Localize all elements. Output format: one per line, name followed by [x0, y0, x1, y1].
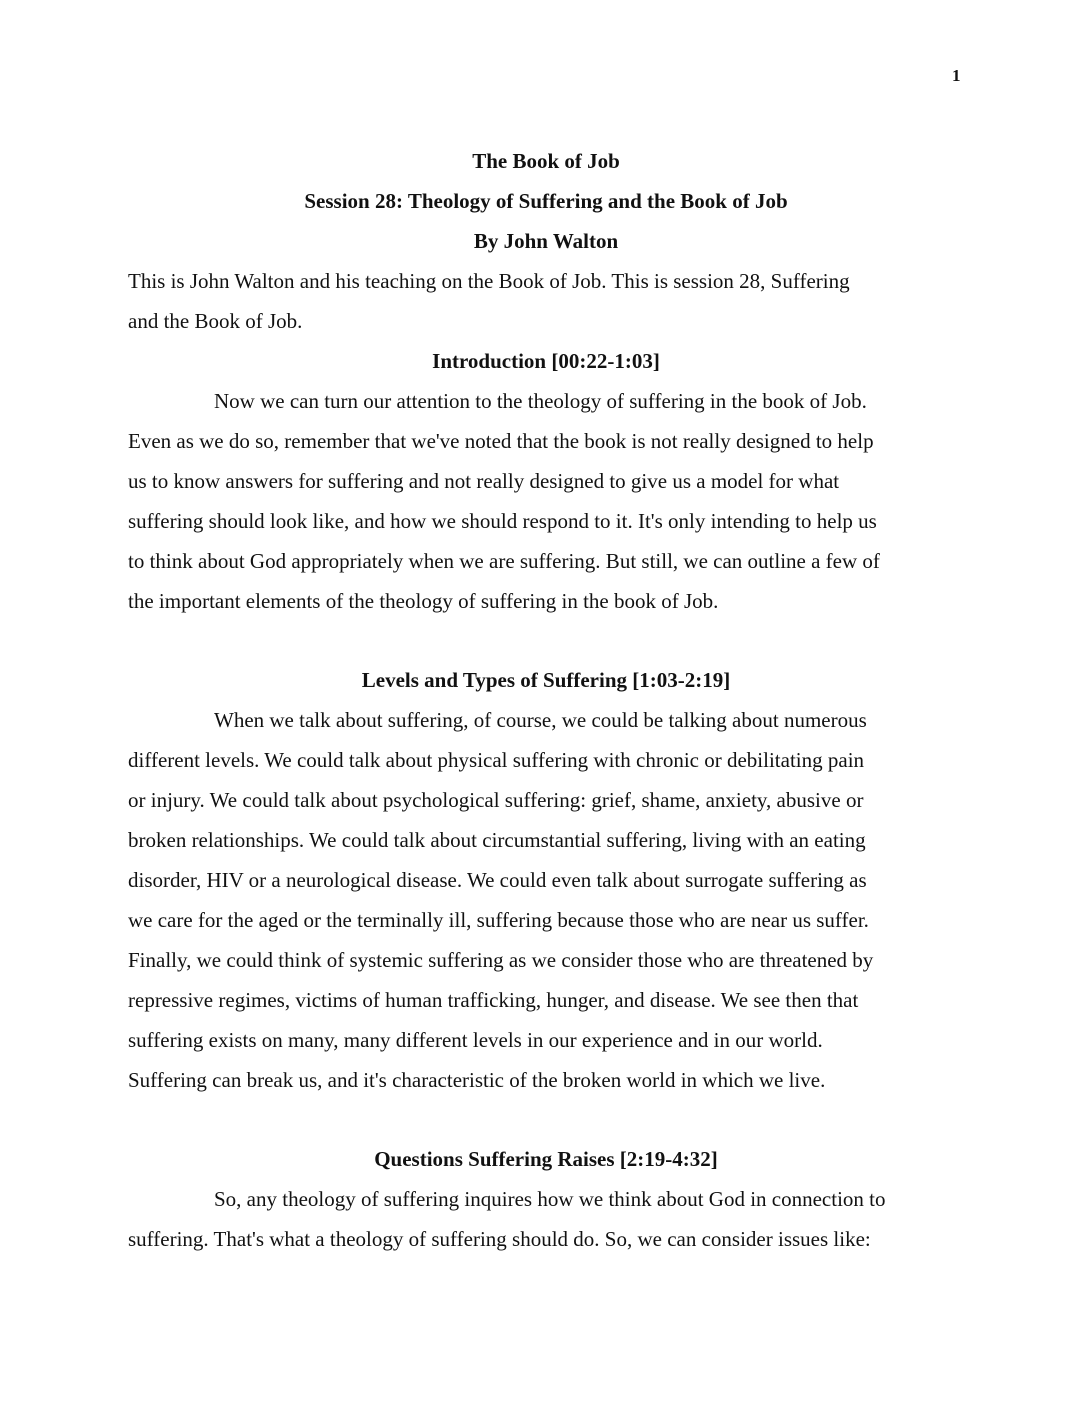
paragraph-line: When we talk about suffering, of course, we could be talking about numerous [214, 708, 867, 732]
paragraph-line: or injury. We could talk about psychological suffering: grief, shame, anxiety, abusive or [128, 788, 864, 812]
session-title: Session 28: Theology of Suffering and the Book of Job [304, 189, 788, 213]
paragraph-line: different levels. We could talk about physical suffering with chronic or debilitating pain [128, 748, 865, 772]
paragraph-line: disorder, HIV or a neurological disease. We could even talk about surrogate suffering as [128, 868, 867, 892]
section-spacer [128, 1100, 964, 1139]
document-title: The Book of Job [472, 149, 620, 173]
paragraph-line: Even as we do so, remember that we've noted that the book is not really designed to help [128, 429, 874, 453]
paragraph-line: to think about God appropriately when we are suffering. But still, we can outline a few of [128, 549, 880, 573]
paragraph-line: the important elements of the theology of suffering in the book of Job. [128, 589, 719, 613]
section-heading-levels: Levels and Types of Suffering [1:03-2:19] [361, 668, 731, 692]
paragraph-line: suffering exists on many, many different levels in our experience and in our world. [128, 1028, 823, 1052]
page-number: 1 [952, 66, 961, 85]
paragraph-line: us to know answers for suffering and not really designed to give us a model for what [128, 469, 840, 493]
author-line: By John Walton [473, 229, 619, 253]
section-spacer [128, 621, 964, 660]
paragraph-line: broken relationships. We could talk about circumstantial suffering, living with an eating [128, 828, 866, 852]
section-heading-introduction: Introduction [00:22-1:03] [432, 349, 660, 373]
paragraph-line: we care for the aged or the terminally ill, suffering because those who are near us suffer. [128, 908, 869, 932]
paragraph-line: Now we can turn our attention to the theology of suffering in the book of Job. [214, 389, 867, 413]
paragraph-line: suffering. That's what a theology of suffering should do. So, we can consider issues like: [128, 1227, 871, 1251]
paragraph-line: Suffering can break us, and it's characteristic of the broken world in which we live. [128, 1068, 826, 1092]
document-body [128, 141, 964, 1259]
paragraph-line: Finally, we could think of systemic suffering as we consider those who are threatened by [128, 948, 874, 972]
paragraph-line: suffering should look like, and how we should respond to it. It's only intending to help us [128, 509, 877, 533]
intro-line: and the Book of Job. [128, 309, 303, 333]
paragraph-line: So, any theology of suffering inquires how we think about God in connection to [214, 1187, 886, 1211]
section-heading-questions: Questions Suffering Raises [2:19-4:32] [374, 1147, 718, 1171]
paragraph-line: repressive regimes, victims of human trafficking, hunger, and disease. We see then that [128, 988, 859, 1012]
intro-line: This is John Walton and his teaching on the Book of Job. This is session 28, Suffering [128, 269, 850, 293]
